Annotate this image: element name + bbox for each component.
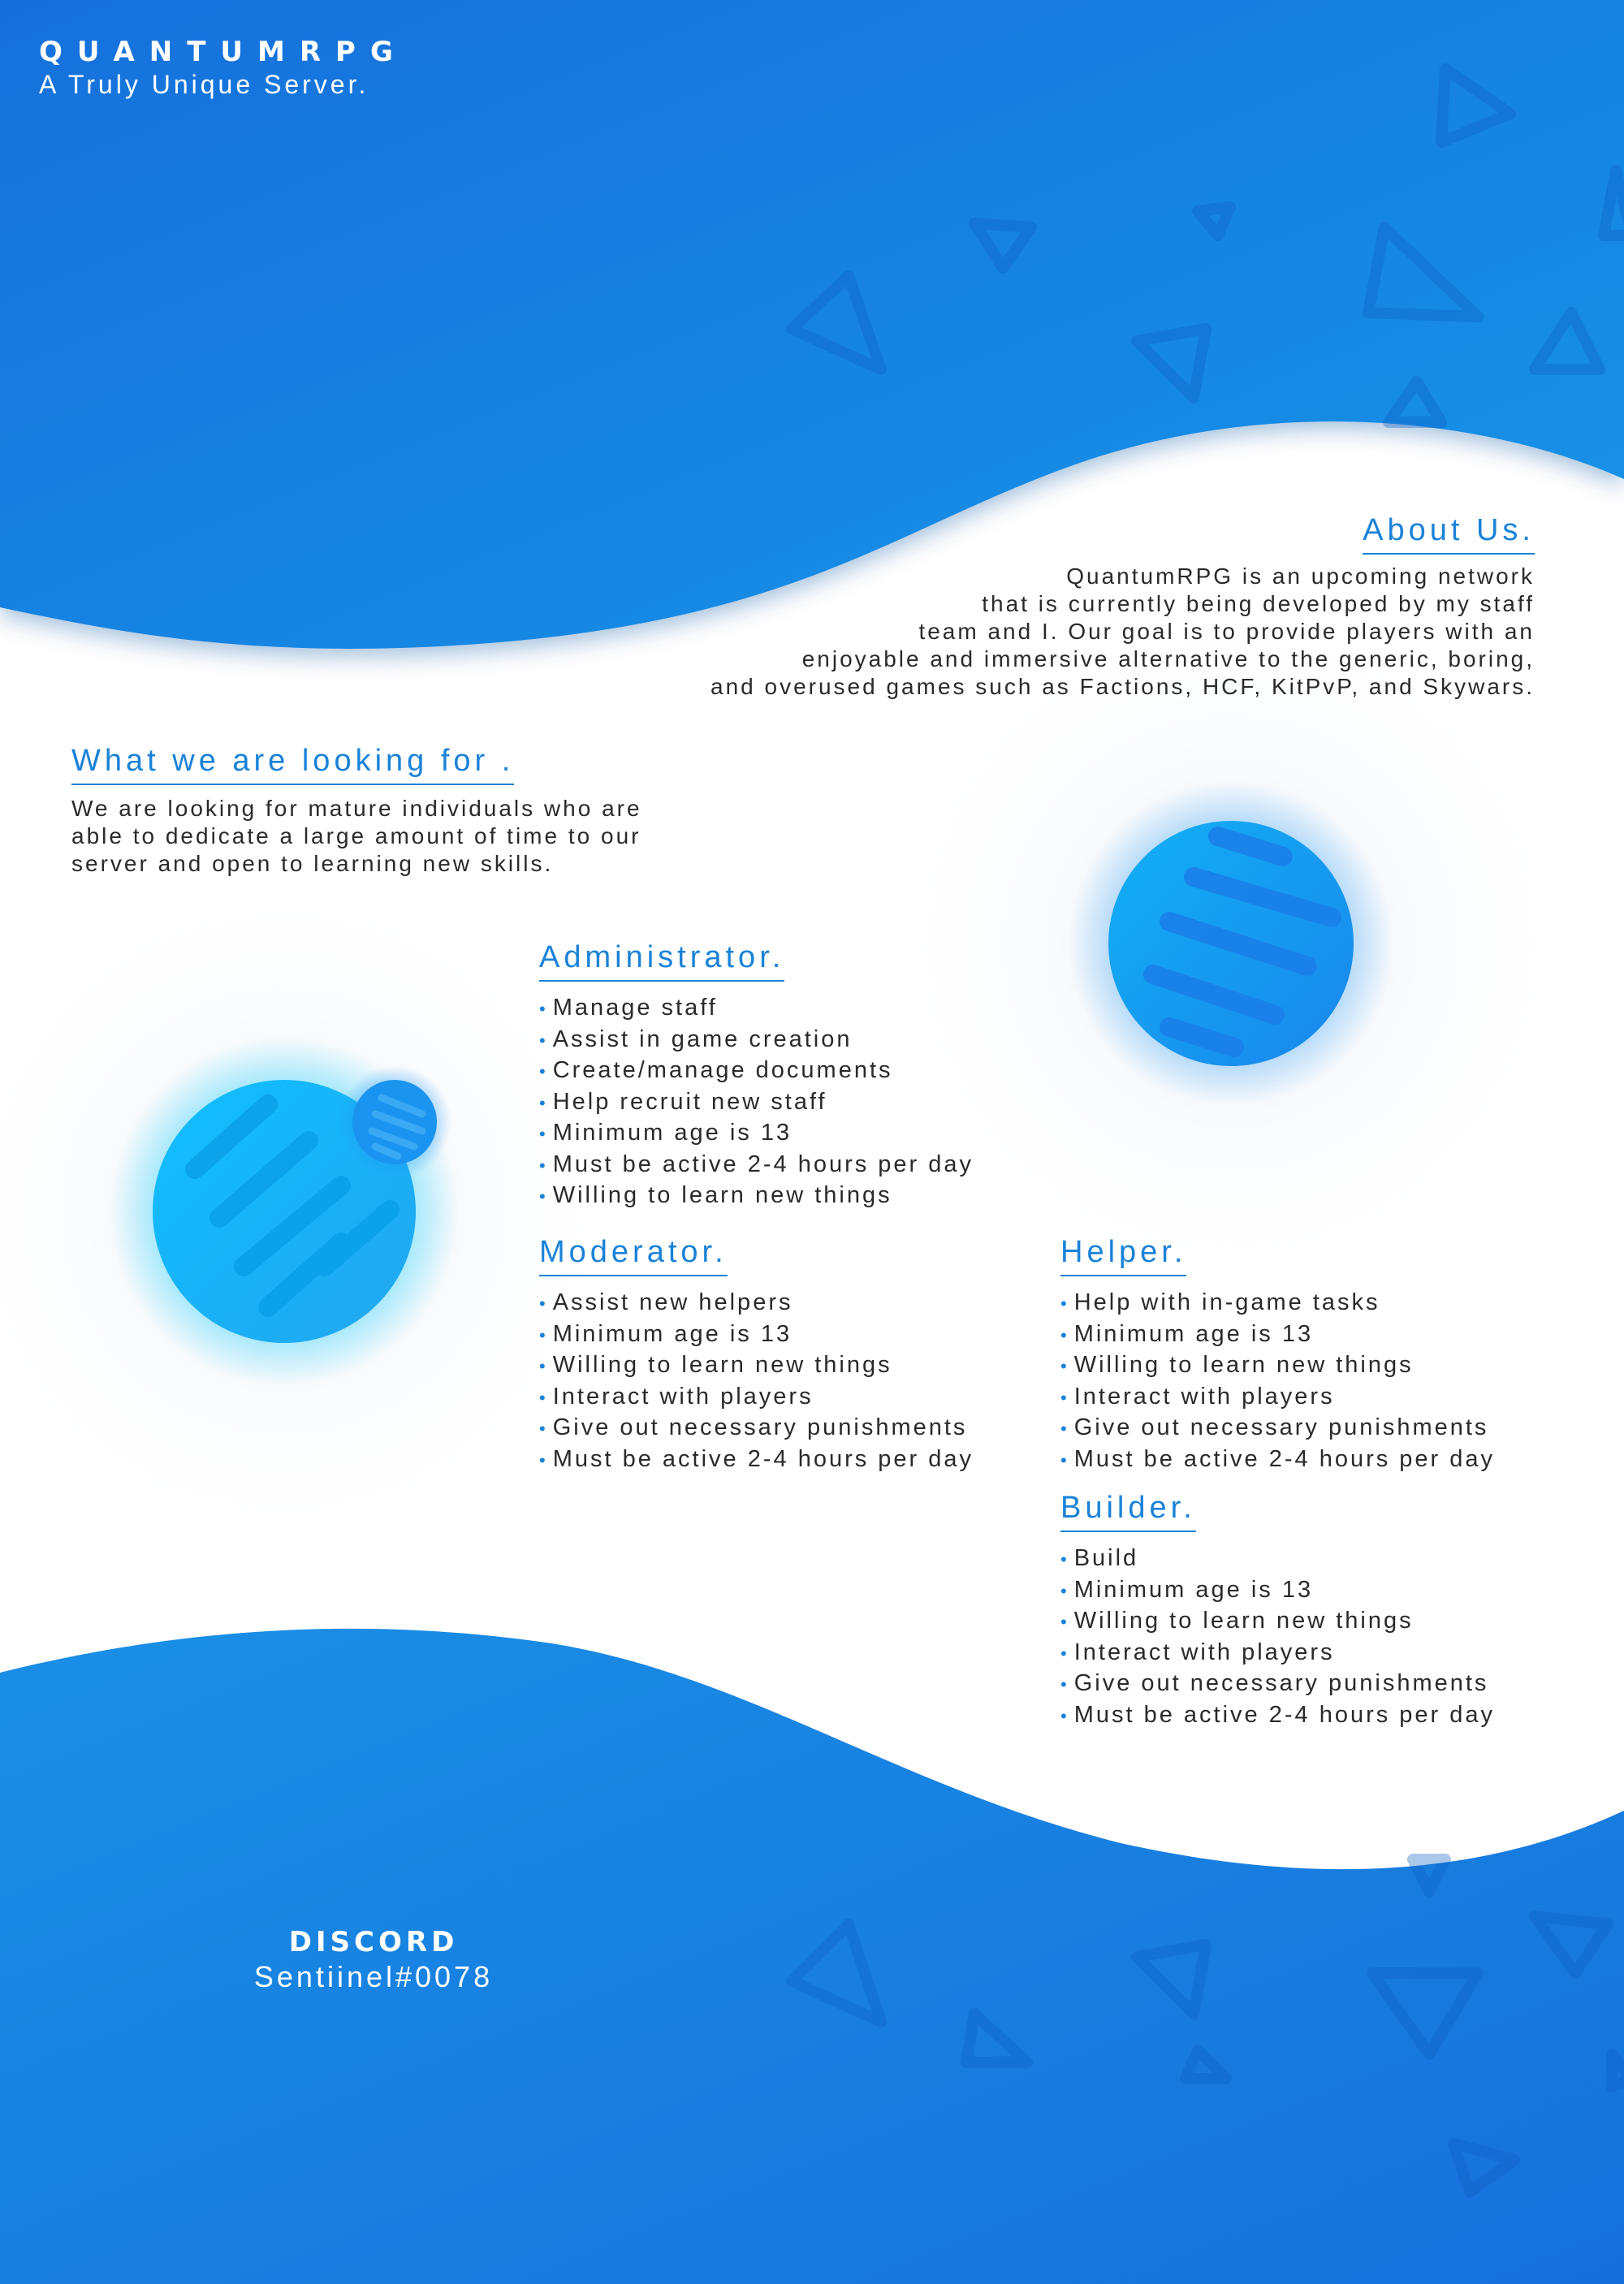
role-moderator xyxy=(539,1235,1059,1475)
list-item: • Interact with players xyxy=(1060,1382,1580,1414)
role-helper xyxy=(1060,1235,1580,1475)
looking-for-heading: What we are looking for . xyxy=(71,744,514,785)
list-item: • Must be active 2-4 hours per day xyxy=(539,1444,1059,1476)
list-item: • Assist in game creation xyxy=(539,1025,1059,1056)
list-item: • Interact with players xyxy=(1060,1638,1580,1669)
role-title: Moderator. xyxy=(539,1235,728,1276)
role-requirements xyxy=(539,993,1059,1212)
about-line: that is currently being developed by my staff xyxy=(982,591,1535,616)
list-item: • Build xyxy=(1060,1544,1580,1575)
role-title: Helper. xyxy=(1060,1235,1186,1276)
about-section xyxy=(520,513,1535,701)
role-title: Builder. xyxy=(1060,1491,1196,1532)
discord-contact xyxy=(219,1926,528,1994)
role-title: Administrator. xyxy=(539,940,784,982)
list-item: • Give out necessary punishments xyxy=(1060,1413,1580,1444)
list-item: • Willing to learn new things xyxy=(539,1181,1059,1212)
brand-tagline: A Truly Unique Server. xyxy=(39,70,369,99)
about-line: QuantumRPG is an upcoming network xyxy=(1066,563,1535,589)
list-item: • Interact with players xyxy=(539,1382,1059,1414)
list-item: • Minimum age is 13 xyxy=(1060,1319,1580,1351)
list-item: • Create/manage documents xyxy=(539,1056,1059,1087)
planet-orb-icon xyxy=(1069,781,1393,1106)
about-text xyxy=(520,563,1535,701)
list-item: • Willing to learn new things xyxy=(1060,1606,1580,1638)
role-administrator xyxy=(539,940,1059,1212)
list-item: • Must be active 2-4 hours per day xyxy=(1060,1444,1580,1476)
list-item: • Help recruit new staff xyxy=(539,1087,1059,1119)
discord-label: DISCORD xyxy=(288,1926,459,1958)
about-line: and overused games such as Factions, HCF, KitPvP, and Skywars. xyxy=(710,674,1535,699)
list-item: • Give out necessary punishments xyxy=(1060,1669,1580,1700)
list-item: • Willing to learn new things xyxy=(539,1350,1059,1382)
looking-for-line: server and open to learning new skills. xyxy=(71,851,554,876)
role-requirements xyxy=(539,1288,1059,1475)
brand-title: QUANTUMRPG xyxy=(39,36,408,68)
looking-for-line: We are looking for mature individuals who are xyxy=(71,796,642,821)
list-item: • Must be active 2-4 hours per day xyxy=(1060,1700,1580,1732)
role-builder xyxy=(1060,1491,1580,1731)
list-item: • Manage staff xyxy=(539,993,1059,1025)
list-item: • Minimum age is 13 xyxy=(539,1319,1059,1351)
about-heading: About Us. xyxy=(1363,513,1535,555)
role-requirements xyxy=(1060,1288,1580,1475)
role-requirements xyxy=(1060,1544,1580,1731)
planet-orb-icon xyxy=(110,1037,459,1386)
list-item: • Give out necessary punishments xyxy=(539,1413,1059,1444)
looking-for-line: able to dedicate a large amount of time to our xyxy=(71,823,641,848)
list-item: • Must be active 2-4 hours per day xyxy=(539,1150,1059,1181)
discord-handle[interactable]: Sentiinel#0078 xyxy=(253,1960,494,1993)
list-item: • Minimum age is 13 xyxy=(1060,1575,1580,1607)
list-item: • Willing to learn new things xyxy=(1060,1350,1580,1382)
looking-for-text xyxy=(71,795,802,878)
list-item: • Assist new helpers xyxy=(539,1288,1059,1319)
looking-for-section xyxy=(71,744,802,878)
list-item: • Help with in-game tasks xyxy=(1060,1288,1580,1319)
list-item: • Minimum age is 13 xyxy=(539,1118,1059,1150)
about-line: enjoyable and immersive alternative to the generic, boring, xyxy=(801,646,1535,671)
about-line: team and I. Our goal is to provide players with an xyxy=(918,619,1535,644)
